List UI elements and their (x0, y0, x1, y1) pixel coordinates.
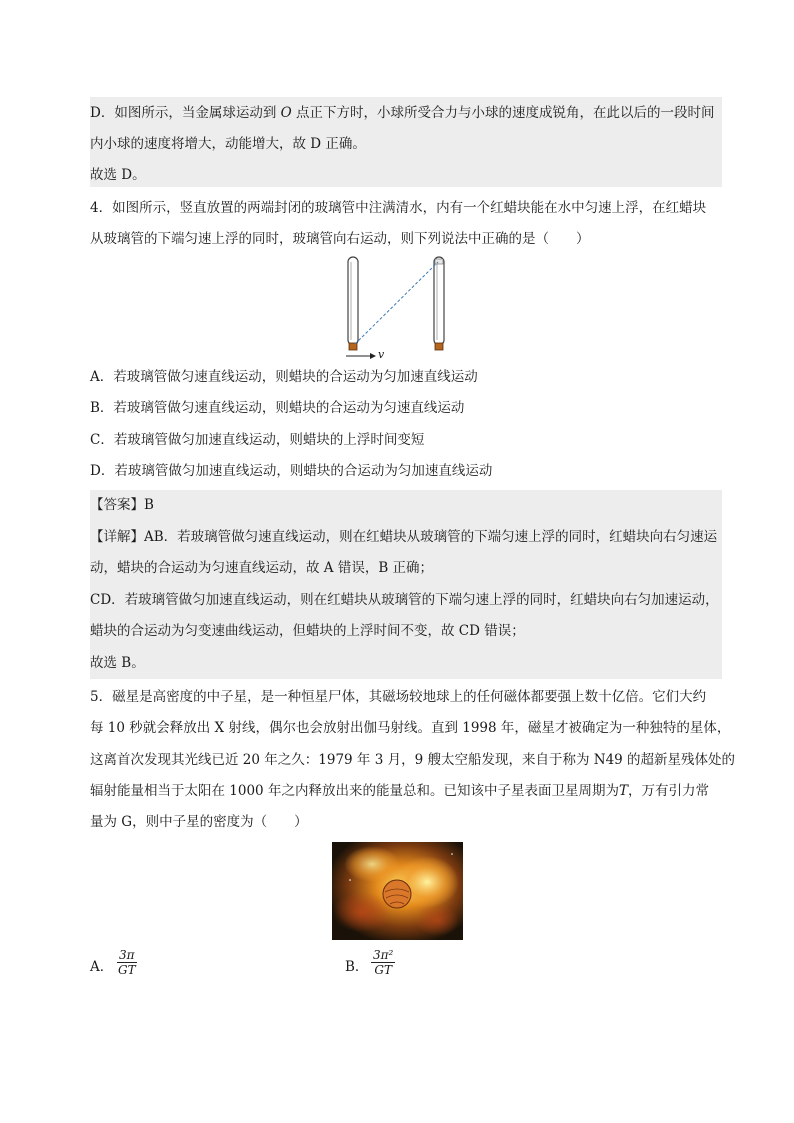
q5-option-a-fraction (116, 948, 138, 977)
q5-option-b-label: B． (345, 959, 369, 975)
d-explanation-line3: 故选 D。 (90, 167, 146, 183)
q5-stem-line2: 每 10 秒就会释放出 X 射线，偶尔也会放射出伽马射线。直到 1998 年，磁星才被确定为一种独特的星体， (90, 720, 731, 736)
q4-glass-tube-figure (340, 254, 452, 364)
q4-detail-line2: 动，蜡块的合运动为匀速直线运动，故 A 错误，B 正确； (90, 560, 434, 576)
q5-option-b-fraction (371, 948, 395, 977)
q4-option-a: A．若玻璃管做匀速直线运动，则蜡块的合运动为匀加速直线运动 (90, 369, 478, 385)
q5-option-a-denominator: GT (118, 963, 136, 977)
q4-velocity-label: v (378, 348, 385, 361)
magnetar-image (332, 842, 463, 940)
q5-stem4-end: ，万有引力常 (627, 783, 709, 799)
q5-option-b-denominator: GT (374, 963, 392, 977)
q4-answer-shade (90, 490, 722, 679)
q5-option-b-numerator: 3π² (373, 948, 394, 962)
d-text-o: O (280, 105, 292, 121)
d-explanation-line2: 内小球的速度将增大，动能增大，故 D 正确。 (90, 136, 366, 152)
q4-option-b: B．若玻璃管做匀速直线运动，则蜡块的合运动为匀速直线运动 (90, 400, 465, 416)
q4-detail-line3: CD．若玻璃管做匀加速直线运动，则在红蜡块从玻璃管的下端匀速上浮的同时，红蜡块向右匀加速运动， (90, 592, 719, 608)
q5-option-a-label: A． (90, 959, 114, 975)
q4-detail-line1: 【详解】AB．若玻璃管做匀速直线运动，则在红蜡块从玻璃管的下端匀速上浮的同时，红蜡块向右匀速运 (90, 529, 718, 545)
q5-stem-line5: 量为 G，则中子星的密度为（ ） (90, 814, 308, 830)
q4-stem-line1: 4．如图所示，竖直放置的两端封闭的玻璃管中注满清水，内有一个红蜡块能在水中匀速上浮，在红蜡块 (90, 200, 707, 216)
q4-stem-line2: 从玻璃管的下端匀速上浮的同时，玻璃管向右运动，则下列说法中正确的是（ ） (90, 231, 590, 247)
q5-stem4-text: 辐射能量相当于太阳在 1000 年之内释放出来的能量总和。已知该中子星表面卫星周期为 (90, 783, 619, 799)
q4-option-d: D．若玻璃管做匀加速直线运动，则蜡块的合运动为匀加速直线运动 (90, 463, 493, 479)
q5-stem-line4 (90, 781, 722, 801)
q4-detail-line4: 蜡块的合运动为匀变速曲线运动，但蜡块的上浮时间不变，故 CD 错误； (90, 623, 525, 639)
d-text-a: D．如图所示，当金属球运动到 (90, 105, 281, 121)
q4-option-c: C．若玻璃管做匀加速直线运动，则蜡块的上浮时间变短 (90, 432, 425, 448)
d-text-b: 点正下方时，小球所受合力与小球的速度成锐角，在此以后的一段时间 (291, 105, 715, 121)
q5-option-a-numerator: 3π (119, 948, 135, 962)
q5-stem4-T: T (618, 783, 628, 799)
d-explanation-line1 (90, 103, 722, 123)
q4-answer: 【答案】B (90, 497, 154, 513)
q4-conclusion: 故选 B。 (90, 655, 145, 671)
q5-stem-line3: 这离首次发现其光线已近 20 年之久：1979 年 3 月，9 艘太空船发现，来自于称为 N49 的超新星残体处的 (90, 752, 736, 768)
q5-stem-line1: 5．磁星是高密度的中子星，是一种恒星尸体，其磁场较地球上的任何磁体都要强上数十亿倍。它们大约 (90, 689, 707, 705)
